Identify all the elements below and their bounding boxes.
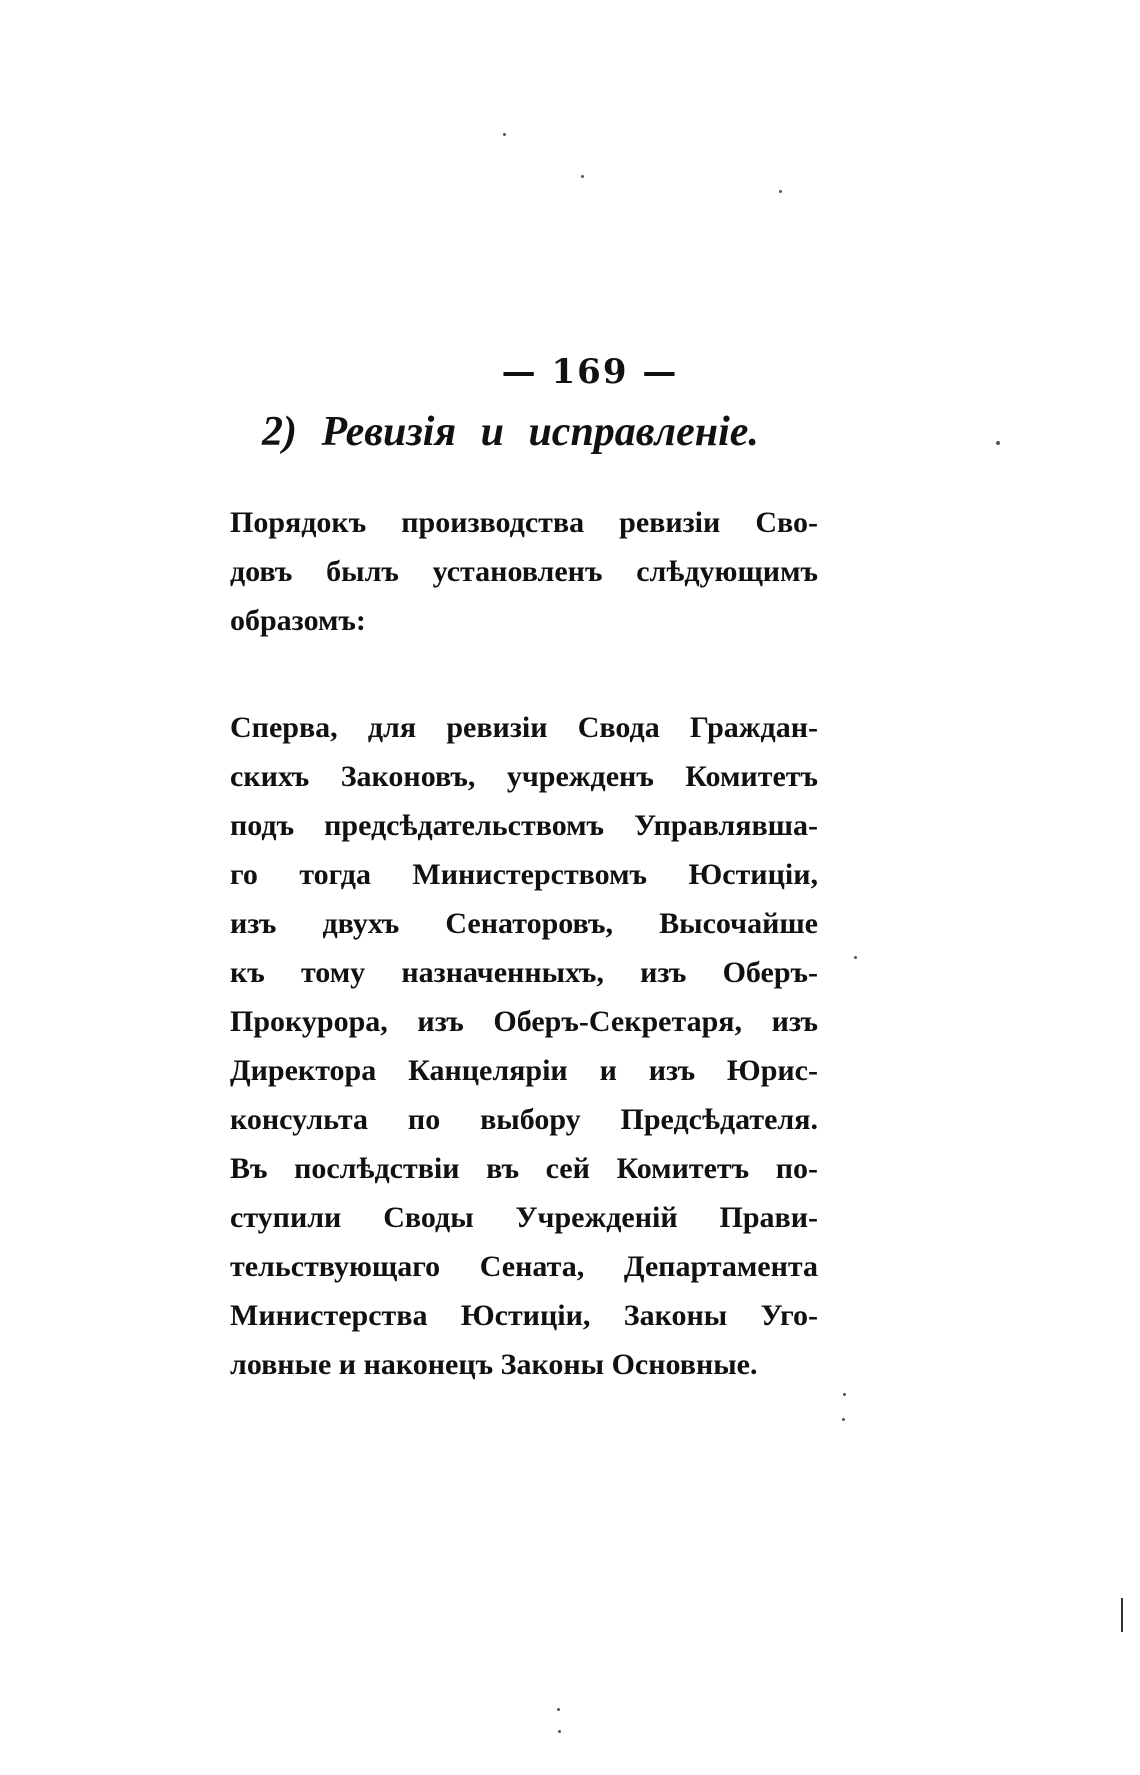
paragraph-line: ловные и наконецъ Законы Основные. [230, 1348, 758, 1381]
scan-speck [581, 175, 584, 178]
paragraph-line: Порядокъ производства ревизіи Сво- [230, 506, 818, 539]
paragraph-line: консульта по выбору Предсѣдателя. [230, 1103, 818, 1136]
scan-speck [558, 1730, 561, 1733]
scan-speck [996, 441, 1000, 445]
paragraph-line: довъ былъ установленъ слѣдующимъ [230, 555, 818, 588]
paragraph-line: образомъ: [230, 604, 366, 637]
paragraph-line: къ тому назначенныхъ, изъ Оберъ- [230, 956, 818, 989]
paragraph-line: Министерства Юстиціи, Законы Уго- [230, 1299, 818, 1332]
paragraph-line: Директора Канцеляріи и изъ Юрис- [230, 1054, 818, 1087]
paragraph-2 [230, 703, 818, 1389]
paragraph-1 [230, 498, 818, 645]
scan-speck [842, 1418, 845, 1421]
paragraph-line: скихъ Законовъ, учрежденъ Комитетъ [230, 760, 818, 793]
page-number: — 169 — [501, 352, 679, 392]
section-title: 2) Ревизія и исправленіе. [262, 409, 759, 455]
scan-speck [843, 1393, 846, 1396]
scan-speck [503, 133, 506, 136]
paragraph-line: тельствующаго Сената, Департамента [230, 1250, 818, 1283]
paragraph-line: Сперва, для ревизіи Свода Граждан- [230, 711, 818, 744]
paragraph-line: Прокурора, изъ Оберъ-Секретаря, изъ [230, 1005, 818, 1038]
paragraph-line: го тогда Министерствомъ Юстиціи, [230, 858, 818, 891]
paragraph-line: Въ послѣдствіи въ сей Комитетъ по- [230, 1152, 818, 1185]
scan-margin-mark [1121, 1598, 1123, 1632]
paragraph-line: изъ двухъ Сенаторовъ, Высочайше [230, 907, 818, 940]
scan-speck [779, 190, 782, 193]
paragraph-line: подъ предсѣдательствомъ Управлявша- [230, 809, 818, 842]
scan-speck [854, 956, 857, 959]
scan-speck [557, 1708, 560, 1711]
paragraph-line: ступили Своды Учрежденій Прави- [230, 1201, 818, 1234]
